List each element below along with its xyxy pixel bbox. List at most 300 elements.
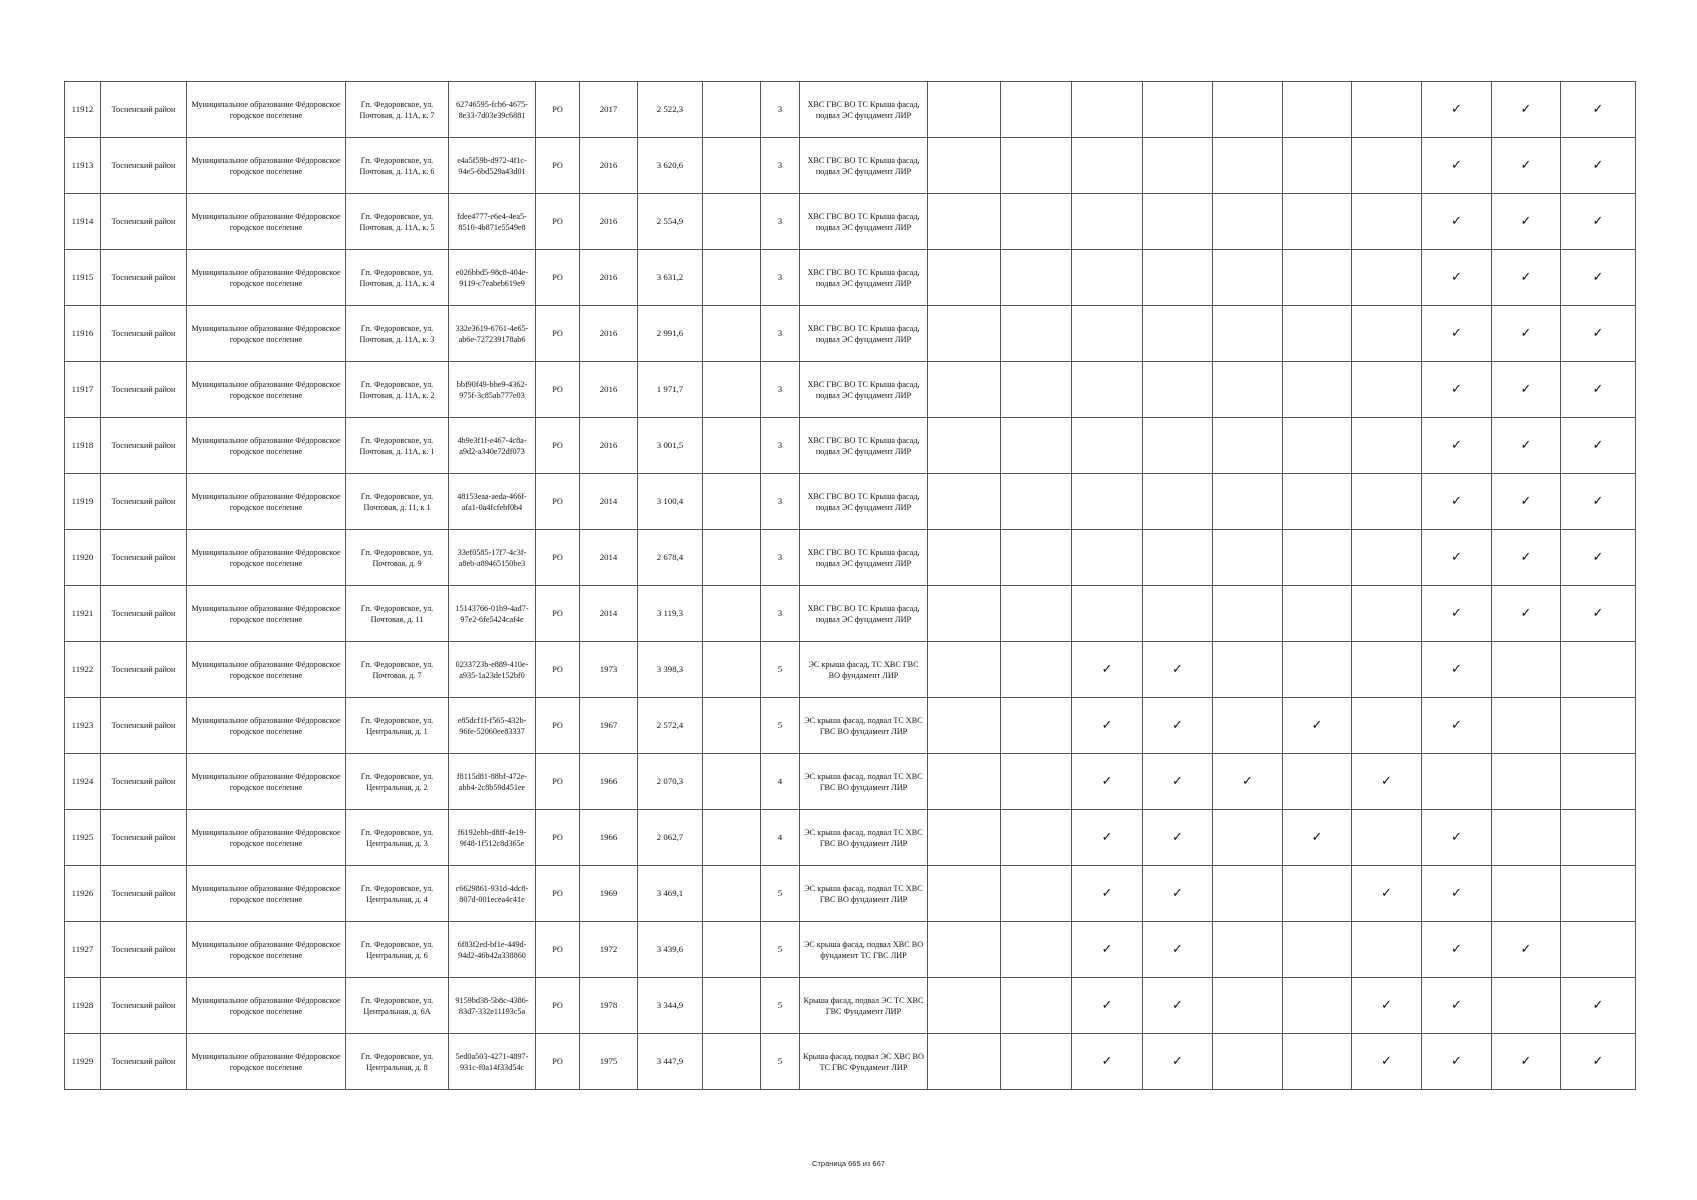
floors-cell: 5 (761, 642, 800, 698)
work-check-cell (1283, 978, 1352, 1034)
works-list-cell: ЭС крыша фасад, подвал ТС ХВС ГВС ВО фундамент ЛИР (800, 754, 928, 810)
works-list-cell: ЭС крыша фасад, подвал ТС ХВС ГВС ВО фундамент ЛИР (800, 698, 928, 754)
blank-cell (703, 82, 761, 138)
works-list-cell: Крыша фасад, подвал ЭС ХВС ВО ТС ГВС Фундамент ЛИР (800, 1034, 928, 1090)
ownership-type-cell: РО (536, 810, 580, 866)
work-check-cell (1283, 642, 1352, 698)
work-check-cell: ✓ (1422, 698, 1492, 754)
build-year-cell: 1975 (580, 1034, 638, 1090)
work-check-cell (1352, 82, 1422, 138)
work-check-cell: ✓ (1561, 418, 1636, 474)
work-check-cell: ✓ (1072, 922, 1143, 978)
build-year-cell: 1973 (580, 642, 638, 698)
work-check-cell (1001, 306, 1072, 362)
ownership-type-cell: РО (536, 866, 580, 922)
work-check-cell (1001, 1034, 1072, 1090)
floors-cell: 5 (761, 978, 800, 1034)
work-check-cell: ✓ (1143, 810, 1213, 866)
work-check-cell (1561, 754, 1636, 810)
ownership-type-cell: РО (536, 82, 580, 138)
row-number: 11917 (65, 362, 101, 418)
work-check-cell: ✓ (1422, 194, 1492, 250)
table-row (65, 306, 1636, 362)
work-check-cell (1492, 978, 1561, 1034)
work-check-cell (1001, 754, 1072, 810)
work-check-cell (1143, 418, 1213, 474)
work-check-cell (1283, 138, 1352, 194)
floors-cell: 5 (761, 922, 800, 978)
blank-cell (703, 250, 761, 306)
table-row (65, 586, 1636, 642)
page-number-footer: Страница 665 из 667 (812, 1159, 885, 1168)
build-year-cell: 1978 (580, 978, 638, 1034)
work-check-cell: ✓ (1143, 754, 1213, 810)
work-check-cell (1213, 642, 1283, 698)
house-guid-cell: 62746595-fcb6-4675-8e33-7d03e39c6881 (449, 82, 536, 138)
address-cell: Гп. Федоровское, ул. Центральная, д. 4 (346, 866, 449, 922)
district-cell: Тосненский район (101, 810, 187, 866)
area-cell: 2 678,4 (638, 530, 703, 586)
address-cell: Гп. Федоровское, ул. Центральная, д. 6 (346, 922, 449, 978)
work-check-cell (928, 642, 1001, 698)
work-check-cell (1283, 250, 1352, 306)
work-check-cell: ✓ (1143, 866, 1213, 922)
build-year-cell: 1966 (580, 754, 638, 810)
municipality-cell: Муниципальное образование Фёдоровское городское поселение (187, 306, 346, 362)
work-check-cell: ✓ (1492, 82, 1561, 138)
area-cell: 2 070,3 (638, 754, 703, 810)
work-check-cell (1492, 642, 1561, 698)
build-year-cell: 2016 (580, 362, 638, 418)
work-check-cell (1561, 922, 1636, 978)
work-check-cell: ✓ (1072, 978, 1143, 1034)
work-check-cell (1143, 530, 1213, 586)
works-list-cell: ЭС крыша фасад, подвал ХВС ВО фундамент ТС ГВС ЛИР (800, 922, 928, 978)
work-check-cell: ✓ (1422, 82, 1492, 138)
work-check-cell: ✓ (1422, 866, 1492, 922)
municipality-cell: Муниципальное образование Фёдоровское городское поселение (187, 866, 346, 922)
work-check-cell: ✓ (1492, 418, 1561, 474)
row-number: 11919 (65, 474, 101, 530)
works-list-cell: ХВС ГВС ВО ТС Крыша фасад, подвал ЭС фундамент ЛИР (800, 530, 928, 586)
area-cell: 3 439,6 (638, 922, 703, 978)
work-check-cell (1561, 698, 1636, 754)
work-check-cell (928, 586, 1001, 642)
work-check-cell: ✓ (1492, 586, 1561, 642)
work-check-cell (1001, 698, 1072, 754)
district-cell: Тосненский район (101, 698, 187, 754)
works-list-cell: ХВС ГВС ВО ТС Крыша фасад, подвал ЭС фундамент ЛИР (800, 138, 928, 194)
blank-cell (703, 418, 761, 474)
build-year-cell: 1966 (580, 810, 638, 866)
table-row (65, 362, 1636, 418)
work-check-cell (1352, 250, 1422, 306)
work-check-cell (1001, 362, 1072, 418)
work-check-cell: ✓ (1143, 1034, 1213, 1090)
district-cell: Тосненский район (101, 586, 187, 642)
ownership-type-cell: РО (536, 138, 580, 194)
work-check-cell: ✓ (1422, 922, 1492, 978)
work-check-cell: ✓ (1072, 866, 1143, 922)
work-check-cell: ✓ (1492, 194, 1561, 250)
work-check-cell (1352, 530, 1422, 586)
area-cell: 2 522,3 (638, 82, 703, 138)
work-check-cell (928, 922, 1001, 978)
build-year-cell: 2017 (580, 82, 638, 138)
row-number: 11926 (65, 866, 101, 922)
address-cell: Гп. Федоровское, ул. Центральная, д. 2 (346, 754, 449, 810)
work-check-cell (1143, 474, 1213, 530)
municipality-cell: Муниципальное образование Фёдоровское городское поселение (187, 922, 346, 978)
district-cell: Тосненский район (101, 754, 187, 810)
work-check-cell (1213, 194, 1283, 250)
house-guid-cell: 33ef0585-17f7-4c3f-a8eb-a89465150be3 (449, 530, 536, 586)
work-check-cell (1352, 586, 1422, 642)
work-check-cell: ✓ (1143, 642, 1213, 698)
row-number: 11929 (65, 1034, 101, 1090)
work-check-cell (1001, 922, 1072, 978)
build-year-cell: 1967 (580, 698, 638, 754)
work-check-cell (1352, 306, 1422, 362)
work-check-cell (1283, 194, 1352, 250)
work-check-cell (1213, 138, 1283, 194)
area-cell: 2 062,7 (638, 810, 703, 866)
house-guid-cell: 15143766-01b9-4ad7-97e2-6fe5424caf4e (449, 586, 536, 642)
address-cell: Гп. Федоровское, ул. Почтовая, д. 11 (346, 586, 449, 642)
work-check-cell: ✓ (1561, 1034, 1636, 1090)
work-check-cell: ✓ (1492, 1034, 1561, 1090)
table-row (65, 754, 1636, 810)
work-check-cell: ✓ (1422, 1034, 1492, 1090)
work-check-cell: ✓ (1072, 754, 1143, 810)
work-check-cell: ✓ (1422, 642, 1492, 698)
work-check-cell (1283, 866, 1352, 922)
row-number: 11913 (65, 138, 101, 194)
address-cell: Гп. Федоровское, ул. Почтовая, д. 7 (346, 642, 449, 698)
work-check-cell: ✓ (1352, 1034, 1422, 1090)
work-check-cell (1213, 1034, 1283, 1090)
work-check-cell (928, 1034, 1001, 1090)
work-check-cell (928, 530, 1001, 586)
work-check-cell (1422, 754, 1492, 810)
work-check-cell: ✓ (1352, 978, 1422, 1034)
house-guid-cell: 6f83f2ed-bf1e-449d-94d2-46b42a338860 (449, 922, 536, 978)
work-check-cell: ✓ (1143, 698, 1213, 754)
row-number: 11921 (65, 586, 101, 642)
work-check-cell (928, 474, 1001, 530)
table-row (65, 194, 1636, 250)
work-check-cell: ✓ (1561, 978, 1636, 1034)
work-check-cell (1213, 922, 1283, 978)
address-cell: Гп. Федоровское, ул. Центральная, д. 6А (346, 978, 449, 1034)
ownership-type-cell: РО (536, 1034, 580, 1090)
work-check-cell (1283, 1034, 1352, 1090)
work-check-cell (1001, 530, 1072, 586)
work-check-cell (1352, 698, 1422, 754)
works-list-cell: Крыша фасад, подвал ЭС ТС ХВС ГВС Фундамент ЛИР (800, 978, 928, 1034)
work-check-cell: ✓ (1492, 306, 1561, 362)
work-check-cell (928, 978, 1001, 1034)
work-check-cell: ✓ (1422, 250, 1492, 306)
work-check-cell (1001, 418, 1072, 474)
area-cell: 3 398,3 (638, 642, 703, 698)
ownership-type-cell: РО (536, 642, 580, 698)
house-guid-cell: bbf90f49-bbe9-4362-975f-3c85ab777e03 (449, 362, 536, 418)
district-cell: Тосненский район (101, 866, 187, 922)
floors-cell: 3 (761, 474, 800, 530)
floors-cell: 3 (761, 306, 800, 362)
work-check-cell: ✓ (1422, 810, 1492, 866)
table-row (65, 866, 1636, 922)
work-check-cell (1213, 418, 1283, 474)
house-guid-cell: e85dcf1f-f565-432b-96fe-52060ee83337 (449, 698, 536, 754)
address-cell: Гп. Федоровское, ул. Почтовая, д. 11А, к. 7 (346, 82, 449, 138)
floors-cell: 4 (761, 754, 800, 810)
ownership-type-cell: РО (536, 418, 580, 474)
work-check-cell: ✓ (1072, 698, 1143, 754)
district-cell: Тосненский район (101, 250, 187, 306)
row-number: 11914 (65, 194, 101, 250)
area-cell: 3 631,2 (638, 250, 703, 306)
blank-cell (703, 194, 761, 250)
house-guid-cell: 0233723b-e889-410e-a935-1a23de152bf0 (449, 642, 536, 698)
work-check-cell (1213, 474, 1283, 530)
work-check-cell (1492, 866, 1561, 922)
work-check-cell: ✓ (1072, 642, 1143, 698)
work-check-cell (1213, 362, 1283, 418)
work-check-cell (1213, 82, 1283, 138)
district-cell: Тосненский район (101, 138, 187, 194)
work-check-cell (1001, 474, 1072, 530)
work-check-cell: ✓ (1492, 362, 1561, 418)
municipality-cell: Муниципальное образование Фёдоровское городское поселение (187, 1034, 346, 1090)
work-check-cell (1561, 642, 1636, 698)
address-cell: Гп. Федоровское, ул. Почтовая, д. 11А, к. 4 (346, 250, 449, 306)
work-check-cell (1283, 306, 1352, 362)
area-cell: 2 554,9 (638, 194, 703, 250)
blank-cell (703, 642, 761, 698)
build-year-cell: 2016 (580, 306, 638, 362)
works-list-cell: ЭС крыша фасад, ТС ХВС ГВС ВО фундамент ЛИР (800, 642, 928, 698)
ownership-type-cell: РО (536, 250, 580, 306)
work-check-cell (1213, 530, 1283, 586)
work-check-cell: ✓ (1561, 474, 1636, 530)
house-guid-cell: e4a5f59b-d972-4f1c-94e5-6bd529a43d01 (449, 138, 536, 194)
work-check-cell (928, 866, 1001, 922)
work-check-cell: ✓ (1422, 474, 1492, 530)
address-cell: Гп. Федоровское, ул. Почтовая, д. 11А, к. 5 (346, 194, 449, 250)
row-number: 11920 (65, 530, 101, 586)
work-check-cell (1213, 866, 1283, 922)
work-check-cell (1561, 866, 1636, 922)
row-number: 11925 (65, 810, 101, 866)
work-check-cell (1213, 978, 1283, 1034)
work-check-cell (1072, 194, 1143, 250)
municipality-cell: Муниципальное образование Фёдоровское городское поселение (187, 810, 346, 866)
work-check-cell (928, 754, 1001, 810)
house-guid-cell: c6629861-931d-4dc8-807d-001ecea4c41e (449, 866, 536, 922)
work-check-cell (928, 194, 1001, 250)
work-check-cell: ✓ (1143, 978, 1213, 1034)
work-check-cell (1143, 586, 1213, 642)
work-check-cell (1352, 138, 1422, 194)
work-check-cell: ✓ (1352, 754, 1422, 810)
build-year-cell: 2016 (580, 250, 638, 306)
table-row (65, 1034, 1636, 1090)
work-check-cell (1072, 306, 1143, 362)
municipality-cell: Муниципальное образование Фёдоровское городское поселение (187, 138, 346, 194)
area-cell: 3 100,4 (638, 474, 703, 530)
area-cell: 3 119,3 (638, 586, 703, 642)
floors-cell: 3 (761, 250, 800, 306)
works-list-cell: ХВС ГВС ВО ТС Крыша фасад, подвал ЭС фундамент ЛИР (800, 82, 928, 138)
blank-cell (703, 530, 761, 586)
house-guid-cell: f6192ebb-d8ff-4e19-9f48-1f512c8d365e (449, 810, 536, 866)
work-check-cell (1283, 362, 1352, 418)
work-check-cell (928, 698, 1001, 754)
blank-cell (703, 474, 761, 530)
municipality-cell: Муниципальное образование Фёдоровское городское поселение (187, 82, 346, 138)
work-check-cell (1072, 530, 1143, 586)
work-check-cell: ✓ (1213, 754, 1283, 810)
table-row (65, 530, 1636, 586)
work-check-cell (1352, 194, 1422, 250)
floors-cell: 3 (761, 362, 800, 418)
work-check-cell (1143, 362, 1213, 418)
work-check-cell (1561, 810, 1636, 866)
works-list-cell: ХВС ГВС ВО ТС Крыша фасад, подвал ЭС фундамент ЛИР (800, 474, 928, 530)
work-check-cell (1072, 250, 1143, 306)
blank-cell (703, 698, 761, 754)
row-number: 11928 (65, 978, 101, 1034)
works-list-cell: ХВС ГВС ВО ТС Крыша фасад, подвал ЭС фундамент ЛИР (800, 586, 928, 642)
build-year-cell: 1969 (580, 866, 638, 922)
ownership-type-cell: РО (536, 306, 580, 362)
municipality-cell: Муниципальное образование Фёдоровское городское поселение (187, 698, 346, 754)
work-check-cell: ✓ (1422, 978, 1492, 1034)
blank-cell (703, 138, 761, 194)
municipality-cell: Муниципальное образование Фёдоровское городское поселение (187, 642, 346, 698)
floors-cell: 3 (761, 530, 800, 586)
table-row (65, 474, 1636, 530)
build-year-cell: 2016 (580, 194, 638, 250)
municipality-cell: Муниципальное образование Фёдоровское городское поселение (187, 250, 346, 306)
address-cell: Гп. Федоровское, ул. Почтовая, д. 11А, к. 3 (346, 306, 449, 362)
work-check-cell (1283, 530, 1352, 586)
blank-cell (703, 866, 761, 922)
work-check-cell (1072, 418, 1143, 474)
work-check-cell (1072, 474, 1143, 530)
build-year-cell: 2014 (580, 474, 638, 530)
ownership-type-cell: РО (536, 194, 580, 250)
works-list-cell: ХВС ГВС ВО ТС Крыша фасад, подвал ЭС фундамент ЛИР (800, 362, 928, 418)
municipality-cell: Муниципальное образование Фёдоровское городское поселение (187, 362, 346, 418)
work-check-cell (1143, 194, 1213, 250)
build-year-cell: 2014 (580, 586, 638, 642)
address-cell: Гп. Федоровское, ул. Почтовая, д. 11, к 1 (346, 474, 449, 530)
work-check-cell (1283, 586, 1352, 642)
table-row (65, 418, 1636, 474)
row-number: 11915 (65, 250, 101, 306)
work-check-cell: ✓ (1072, 810, 1143, 866)
ownership-type-cell: РО (536, 586, 580, 642)
blank-cell (703, 810, 761, 866)
district-cell: Тосненский район (101, 194, 187, 250)
works-list-cell: ЭС крыша фасад, подвал ТС ХВС ГВС ВО фундамент ЛИР (800, 810, 928, 866)
area-cell: 2 991,6 (638, 306, 703, 362)
municipality-cell: Муниципальное образование Фёдоровское городское поселение (187, 978, 346, 1034)
work-check-cell (1072, 586, 1143, 642)
work-check-cell (1492, 698, 1561, 754)
table-row (65, 138, 1636, 194)
floors-cell: 5 (761, 698, 800, 754)
work-check-cell (1143, 138, 1213, 194)
work-check-cell (1001, 194, 1072, 250)
house-guid-cell: 4b9e3f1f-e467-4c8a-a9d2-a340e72df073 (449, 418, 536, 474)
floors-cell: 3 (761, 138, 800, 194)
housing-register-table (64, 81, 1636, 1090)
district-cell: Тосненский район (101, 978, 187, 1034)
work-check-cell (1001, 138, 1072, 194)
floors-cell: 4 (761, 810, 800, 866)
work-check-cell (1001, 642, 1072, 698)
floors-cell: 3 (761, 586, 800, 642)
house-guid-cell: fdee4777-e6e4-4ea5-8510-4b871e5549e8 (449, 194, 536, 250)
house-guid-cell: f8115d81-88bf-472e-abb4-2c8b59d451ee (449, 754, 536, 810)
work-check-cell: ✓ (1492, 530, 1561, 586)
work-check-cell: ✓ (1561, 250, 1636, 306)
row-number: 11922 (65, 642, 101, 698)
address-cell: Гп. Федоровское, ул. Почтовая, д. 11А, к. 2 (346, 362, 449, 418)
build-year-cell: 2016 (580, 138, 638, 194)
work-check-cell (1072, 362, 1143, 418)
address-cell: Гп. Федоровское, ул. Центральная, д. 3 (346, 810, 449, 866)
address-cell: Гп. Федоровское, ул. Центральная, д. 1 (346, 698, 449, 754)
floors-cell: 5 (761, 1034, 800, 1090)
build-year-cell: 2016 (580, 418, 638, 474)
work-check-cell (1072, 138, 1143, 194)
work-check-cell (928, 810, 1001, 866)
work-check-cell: ✓ (1422, 362, 1492, 418)
municipality-cell: Муниципальное образование Фёдоровское городское поселение (187, 418, 346, 474)
work-check-cell: ✓ (1561, 586, 1636, 642)
work-check-cell: ✓ (1143, 922, 1213, 978)
work-check-cell: ✓ (1492, 250, 1561, 306)
row-number: 11923 (65, 698, 101, 754)
district-cell: Тосненский район (101, 474, 187, 530)
row-number: 11927 (65, 922, 101, 978)
ownership-type-cell: РО (536, 362, 580, 418)
ownership-type-cell: РО (536, 474, 580, 530)
blank-cell (703, 362, 761, 418)
blank-cell (703, 586, 761, 642)
district-cell: Тосненский район (101, 922, 187, 978)
district-cell: Тосненский район (101, 642, 187, 698)
row-number: 11916 (65, 306, 101, 362)
work-check-cell (1283, 418, 1352, 474)
address-cell: Гп. Федоровское, ул. Центральная, д. 8 (346, 1034, 449, 1090)
work-check-cell (1001, 586, 1072, 642)
works-list-cell: ХВС ГВС ВО ТС Крыша фасад, подвал ЭС фундамент ЛИР (800, 306, 928, 362)
work-check-cell (1352, 810, 1422, 866)
work-check-cell: ✓ (1561, 138, 1636, 194)
work-check-cell (1143, 250, 1213, 306)
work-check-cell: ✓ (1561, 82, 1636, 138)
table-row (65, 922, 1636, 978)
district-cell: Тосненский район (101, 306, 187, 362)
municipality-cell: Муниципальное образование Фёдоровское городское поселение (187, 474, 346, 530)
work-check-cell: ✓ (1561, 194, 1636, 250)
